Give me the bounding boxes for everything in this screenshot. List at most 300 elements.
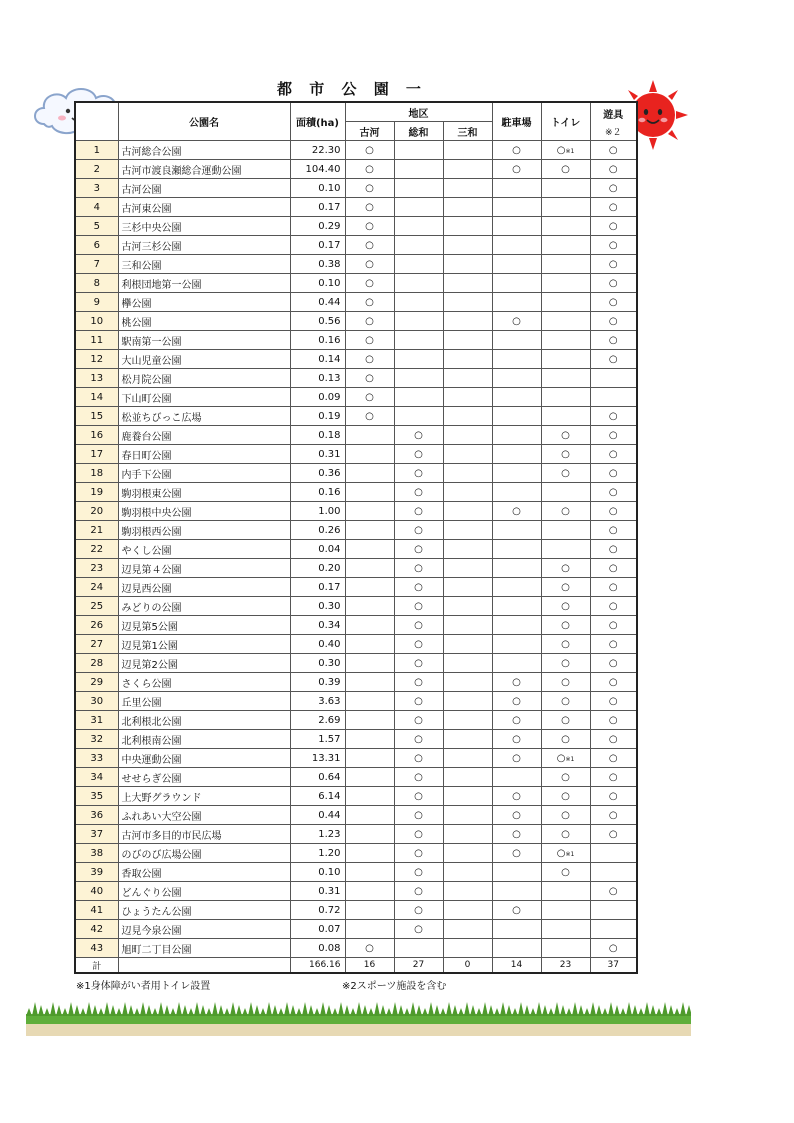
parking-mark <box>492 616 541 635</box>
park-area <box>290 483 345 502</box>
play-equipment-mark-text: ○ <box>608 315 618 327</box>
table-row <box>75 844 637 863</box>
park-name-text: 辺見今泉公園 <box>121 925 182 937</box>
row-number <box>75 654 118 673</box>
park-name-text: 古河市渡良瀬総合運動公園 <box>121 165 242 177</box>
district-koga-mark <box>345 749 394 768</box>
play-equipment-mark-text: ○ <box>608 201 618 213</box>
district-sanwa-mark <box>443 578 492 597</box>
play-equipment-mark-text: ○ <box>608 220 618 232</box>
park-area-text: 0.16 <box>318 334 341 346</box>
district-koga-mark <box>345 217 394 236</box>
toilet-mark-text: ○ <box>561 562 570 574</box>
header-number <box>75 102 118 141</box>
district-sanwa-mark <box>443 673 492 692</box>
park-area <box>290 578 345 597</box>
table-row <box>75 350 637 369</box>
toilet-mark <box>541 369 590 388</box>
toilet-mark <box>541 464 590 483</box>
toilet-mark-text: ○ <box>561 790 570 802</box>
district-sowa-mark <box>394 350 443 369</box>
district-sowa-mark <box>394 559 443 578</box>
park-name-text: 三和公園 <box>121 260 162 272</box>
toilet-mark <box>541 559 590 578</box>
table-row <box>75 464 637 483</box>
total-sowa: 27 <box>394 958 443 974</box>
table-row <box>75 597 637 616</box>
toilet-mark <box>541 844 590 863</box>
play-equipment-mark <box>590 654 637 673</box>
park-area-text: 0.30 <box>318 657 341 669</box>
play-equipment-mark-text: ○ <box>608 676 618 688</box>
toilet-mark <box>541 825 590 844</box>
row-number <box>75 198 118 217</box>
park-list-table <box>74 101 638 974</box>
park-name <box>118 331 290 350</box>
total-play: 37 <box>590 958 637 974</box>
district-koga-mark-text: ○ <box>365 942 374 954</box>
park-area <box>290 882 345 901</box>
district-koga-mark <box>345 635 394 654</box>
row-number <box>75 521 118 540</box>
district-sowa-mark <box>394 217 443 236</box>
park-name <box>118 616 290 635</box>
park-name <box>118 502 290 521</box>
table-row <box>75 578 637 597</box>
play-equipment-mark-text: ○ <box>608 505 618 517</box>
toilet-mark <box>541 673 590 692</box>
toilet-mark <box>541 521 590 540</box>
parking-mark <box>492 540 541 559</box>
row-number-text: 4 <box>93 201 100 213</box>
district-koga-mark <box>345 274 394 293</box>
row-number <box>75 901 118 920</box>
park-name <box>118 179 290 198</box>
district-sowa-mark-text: ○ <box>414 524 423 536</box>
row-number-text: 36 <box>90 809 104 821</box>
park-name-text: 三杉中央公園 <box>121 222 182 234</box>
parking-mark <box>492 559 541 578</box>
park-name-text: 内手下公園 <box>121 469 172 481</box>
park-name-text: 駒羽根中央公園 <box>121 507 192 519</box>
row-number <box>75 331 118 350</box>
row-number <box>75 255 118 274</box>
park-name-text: 大山児童公園 <box>121 355 182 367</box>
park-area-text: 0.04 <box>318 543 341 555</box>
park-name <box>118 426 290 445</box>
park-area-text: 1.23 <box>318 828 341 840</box>
district-koga-mark <box>345 388 394 407</box>
park-name-text: 下山町公園 <box>121 393 172 405</box>
district-koga-mark <box>345 160 394 179</box>
parking-mark <box>492 255 541 274</box>
district-sanwa-mark <box>443 179 492 198</box>
district-sowa-mark <box>394 464 443 483</box>
park-area-text: 0.13 <box>318 372 341 384</box>
row-number <box>75 806 118 825</box>
district-sowa-mark <box>394 806 443 825</box>
district-sanwa-mark <box>443 844 492 863</box>
park-area <box>290 901 345 920</box>
table-row <box>75 521 637 540</box>
table-row <box>75 654 637 673</box>
district-sowa-mark <box>394 616 443 635</box>
table-row <box>75 198 637 217</box>
row-number-text: 18 <box>90 467 104 479</box>
toilet-mark <box>541 863 590 882</box>
park-area-text: 22.30 <box>311 144 341 156</box>
row-number-text: 32 <box>90 733 104 745</box>
district-sowa-mark-text: ○ <box>414 752 423 764</box>
header-play-note: ※２ <box>604 127 622 138</box>
park-name <box>118 350 290 369</box>
play-equipment-mark-text: ○ <box>608 695 618 707</box>
row-number-text: 1 <box>93 144 100 156</box>
park-name-text: 古河総合公園 <box>121 146 182 158</box>
table-row <box>75 768 637 787</box>
play-equipment-mark <box>590 882 637 901</box>
row-number-text: 42 <box>90 923 104 935</box>
toilet-mark-text: ○ <box>561 429 570 441</box>
park-name <box>118 825 290 844</box>
park-name <box>118 312 290 331</box>
row-number <box>75 274 118 293</box>
district-sowa-mark <box>394 483 443 502</box>
toilet-mark <box>541 331 590 350</box>
park-name-text: 旭町二丁目公園 <box>121 944 192 956</box>
parking-mark-text: ○ <box>512 505 521 517</box>
play-equipment-mark-text: ○ <box>608 543 618 555</box>
toilet-mark-text: ○ <box>561 828 570 840</box>
parking-mark-text: ○ <box>512 315 521 327</box>
play-equipment-mark-text: ○ <box>608 239 618 251</box>
toilet-mark-text: ○ <box>556 752 566 764</box>
park-area-text: 0.18 <box>318 429 341 441</box>
play-equipment-mark <box>590 616 637 635</box>
table-row <box>75 426 637 445</box>
toilet-mark <box>541 388 590 407</box>
district-sanwa-mark <box>443 312 492 331</box>
park-name-text: 欅公園 <box>121 298 152 310</box>
play-equipment-mark <box>590 540 637 559</box>
header-play-label: 遊具 <box>603 109 624 121</box>
table-row <box>75 445 637 464</box>
play-equipment-mark-text: ○ <box>608 657 618 669</box>
park-area <box>290 255 345 274</box>
row-number-text: 28 <box>90 657 104 669</box>
parking-mark <box>492 464 541 483</box>
toilet-mark-text: ○ <box>561 676 570 688</box>
header-koga: 古河 <box>345 122 394 141</box>
park-name <box>118 540 290 559</box>
district-koga-mark-text: ○ <box>365 163 374 175</box>
parking-mark-text: ○ <box>512 695 521 707</box>
play-equipment-mark-text: ○ <box>608 524 618 536</box>
toilet-mark <box>541 597 590 616</box>
parking-mark <box>492 502 541 521</box>
park-area <box>290 597 345 616</box>
district-koga-mark <box>345 882 394 901</box>
toilet-mark <box>541 635 590 654</box>
play-equipment-mark <box>590 350 637 369</box>
district-sanwa-mark <box>443 293 492 312</box>
toilet-mark <box>541 426 590 445</box>
district-sanwa-mark <box>443 255 492 274</box>
park-area <box>290 540 345 559</box>
park-area-text: 1.00 <box>318 505 341 517</box>
park-name <box>118 635 290 654</box>
row-number <box>75 939 118 958</box>
parking-mark <box>492 654 541 673</box>
row-number-text: 16 <box>90 429 104 441</box>
district-koga-mark <box>345 692 394 711</box>
park-area <box>290 844 345 863</box>
district-koga-mark <box>345 863 394 882</box>
park-name <box>118 863 290 882</box>
header-area: 面積(ha) <box>290 102 345 141</box>
district-koga-mark <box>345 426 394 445</box>
park-name <box>118 787 290 806</box>
park-name-text: せせらぎ公園 <box>121 773 182 785</box>
row-number-text: 2 <box>93 163 100 175</box>
play-equipment-mark <box>590 844 637 863</box>
park-area <box>290 616 345 635</box>
toilet-mark <box>541 920 590 939</box>
play-equipment-mark-text: ○ <box>608 600 618 612</box>
district-sowa-mark <box>394 293 443 312</box>
district-sowa-mark-text: ○ <box>414 695 423 707</box>
table-row <box>75 369 637 388</box>
district-sowa-mark <box>394 445 443 464</box>
parking-mark <box>492 825 541 844</box>
parking-mark-text: ○ <box>512 676 521 688</box>
parking-mark <box>492 787 541 806</box>
park-area-text: 0.31 <box>318 885 341 897</box>
district-sanwa-mark <box>443 825 492 844</box>
table-row <box>75 882 637 901</box>
park-name <box>118 217 290 236</box>
district-koga-mark-text: ○ <box>365 372 374 384</box>
parking-mark <box>492 863 541 882</box>
district-koga-mark <box>345 920 394 939</box>
total-koga: 16 <box>345 958 394 974</box>
parking-mark-text: ○ <box>512 847 521 859</box>
table-row <box>75 540 637 559</box>
district-koga-mark <box>345 901 394 920</box>
park-area <box>290 825 345 844</box>
park-name-text: さくら公園 <box>121 678 172 690</box>
parking-mark <box>492 179 541 198</box>
toilet-mark <box>541 179 590 198</box>
play-equipment-mark-text: ○ <box>608 790 618 802</box>
toilet-mark <box>541 274 590 293</box>
park-area <box>290 711 345 730</box>
row-number-text: 5 <box>93 220 100 232</box>
district-sowa-mark-text: ○ <box>414 429 423 441</box>
park-name-text: 辺見第1公園 <box>121 640 178 652</box>
toilet-mark <box>541 407 590 426</box>
toilet-mark <box>541 350 590 369</box>
row-number <box>75 749 118 768</box>
table-row <box>75 901 637 920</box>
district-sowa-mark <box>394 540 443 559</box>
park-name <box>118 445 290 464</box>
toilet-mark <box>541 141 590 160</box>
district-koga-mark <box>345 331 394 350</box>
row-number-text: 38 <box>90 847 104 859</box>
row-number-text: 25 <box>90 600 104 612</box>
district-sanwa-mark <box>443 749 492 768</box>
play-equipment-mark-text: ○ <box>608 258 618 270</box>
district-sanwa-mark <box>443 597 492 616</box>
district-sanwa-mark <box>443 198 492 217</box>
park-area-text: 0.64 <box>318 771 341 783</box>
district-koga-mark <box>345 483 394 502</box>
toilet-mark-text: ○ <box>561 581 570 593</box>
district-koga-mark-text: ○ <box>365 258 374 270</box>
row-number-text: 22 <box>90 543 104 555</box>
district-sowa-mark-text: ○ <box>414 600 423 612</box>
parking-mark-text: ○ <box>512 904 521 916</box>
toilet-mark-text: ○ <box>561 657 570 669</box>
park-area <box>290 635 345 654</box>
district-sowa-mark <box>394 654 443 673</box>
table-row <box>75 939 637 958</box>
toilet-mark-text: ○ <box>561 163 570 175</box>
toilet-mark <box>541 711 590 730</box>
play-equipment-mark <box>590 692 637 711</box>
district-sanwa-mark <box>443 236 492 255</box>
table-row <box>75 502 637 521</box>
row-number-text: 35 <box>90 790 104 802</box>
district-sanwa-mark <box>443 350 492 369</box>
park-name-text: 北利根北公園 <box>121 716 182 728</box>
row-number-text: 20 <box>90 505 104 517</box>
park-name <box>118 407 290 426</box>
park-area-text: 0.38 <box>318 258 341 270</box>
district-sowa-mark <box>394 388 443 407</box>
table-row <box>75 806 637 825</box>
toilet-mark <box>541 312 590 331</box>
play-equipment-mark <box>590 388 637 407</box>
district-sowa-mark-text: ○ <box>414 923 423 935</box>
table-row <box>75 692 637 711</box>
district-koga-mark <box>345 369 394 388</box>
row-number-text: 11 <box>90 334 104 346</box>
district-koga-mark <box>345 540 394 559</box>
park-area-text: 0.10 <box>318 277 341 289</box>
park-name-text: 松並ちびっこ広場 <box>121 412 202 424</box>
district-sanwa-mark <box>443 217 492 236</box>
park-name <box>118 749 290 768</box>
district-sowa-mark <box>394 939 443 958</box>
table-row <box>75 179 637 198</box>
district-sowa-mark-text: ○ <box>414 828 423 840</box>
district-sanwa-mark <box>443 331 492 350</box>
row-number-text: 7 <box>93 258 100 270</box>
park-area-text: 1.57 <box>318 733 341 745</box>
district-sanwa-mark <box>443 882 492 901</box>
row-number <box>75 464 118 483</box>
district-koga-mark <box>345 559 394 578</box>
park-area-text: 0.34 <box>318 619 341 631</box>
row-number <box>75 730 118 749</box>
district-sanwa-mark <box>443 388 492 407</box>
district-koga-mark <box>345 255 394 274</box>
table-row <box>75 388 637 407</box>
parking-mark <box>492 312 541 331</box>
district-sanwa-mark <box>443 274 492 293</box>
park-area-text: 0.39 <box>318 676 341 688</box>
parking-mark <box>492 521 541 540</box>
district-sanwa-mark <box>443 711 492 730</box>
park-area <box>290 312 345 331</box>
park-area-text: 0.31 <box>318 448 341 460</box>
row-number-text: 19 <box>90 486 104 498</box>
table-row <box>75 255 637 274</box>
table-row <box>75 920 637 939</box>
play-equipment-mark <box>590 787 637 806</box>
parking-mark <box>492 920 541 939</box>
parking-mark <box>492 939 541 958</box>
toilet-mark <box>541 236 590 255</box>
toilet-mark <box>541 749 590 768</box>
header-sowa: 総和 <box>394 122 443 141</box>
district-koga-mark <box>345 654 394 673</box>
table-row <box>75 274 637 293</box>
district-koga-mark <box>345 711 394 730</box>
parking-mark <box>492 198 541 217</box>
district-sanwa-mark <box>443 521 492 540</box>
table-row <box>75 141 637 160</box>
toilet-mark-text: ○ <box>561 505 570 517</box>
park-name-text: 春日町公園 <box>121 450 172 462</box>
park-name-text: 辺見西公園 <box>121 583 172 595</box>
table-row <box>75 331 637 350</box>
parking-mark <box>492 445 541 464</box>
row-number <box>75 141 118 160</box>
park-area <box>290 559 345 578</box>
district-sowa-mark-text: ○ <box>414 790 423 802</box>
park-area-text: 0.07 <box>318 923 341 935</box>
park-area-text: 2.69 <box>318 714 341 726</box>
play-equipment-mark <box>590 768 637 787</box>
row-number <box>75 388 118 407</box>
district-sowa-mark <box>394 863 443 882</box>
park-name <box>118 844 290 863</box>
district-sowa-mark <box>394 521 443 540</box>
park-area-text: 0.17 <box>318 581 341 593</box>
park-name-text: のびのび広場公園 <box>121 849 202 861</box>
row-number <box>75 692 118 711</box>
park-name <box>118 939 290 958</box>
park-name-text: 古河公園 <box>121 184 162 196</box>
district-sowa-mark <box>394 331 443 350</box>
parking-mark <box>492 160 541 179</box>
header-sanwa: 三和 <box>443 122 492 141</box>
toilet-mark-text: ○ <box>561 714 570 726</box>
play-equipment-mark-text: ○ <box>608 885 618 897</box>
note-sports-facility: ※2スポーツ施設を含む <box>342 981 447 992</box>
district-sowa-mark <box>394 274 443 293</box>
district-koga-mark <box>345 464 394 483</box>
park-area-text: 0.14 <box>318 353 341 365</box>
play-equipment-mark-text: ○ <box>608 771 618 783</box>
district-sowa-mark <box>394 502 443 521</box>
park-area-text: 104.40 <box>305 163 341 175</box>
parking-mark <box>492 882 541 901</box>
row-number-text: 29 <box>90 676 104 688</box>
